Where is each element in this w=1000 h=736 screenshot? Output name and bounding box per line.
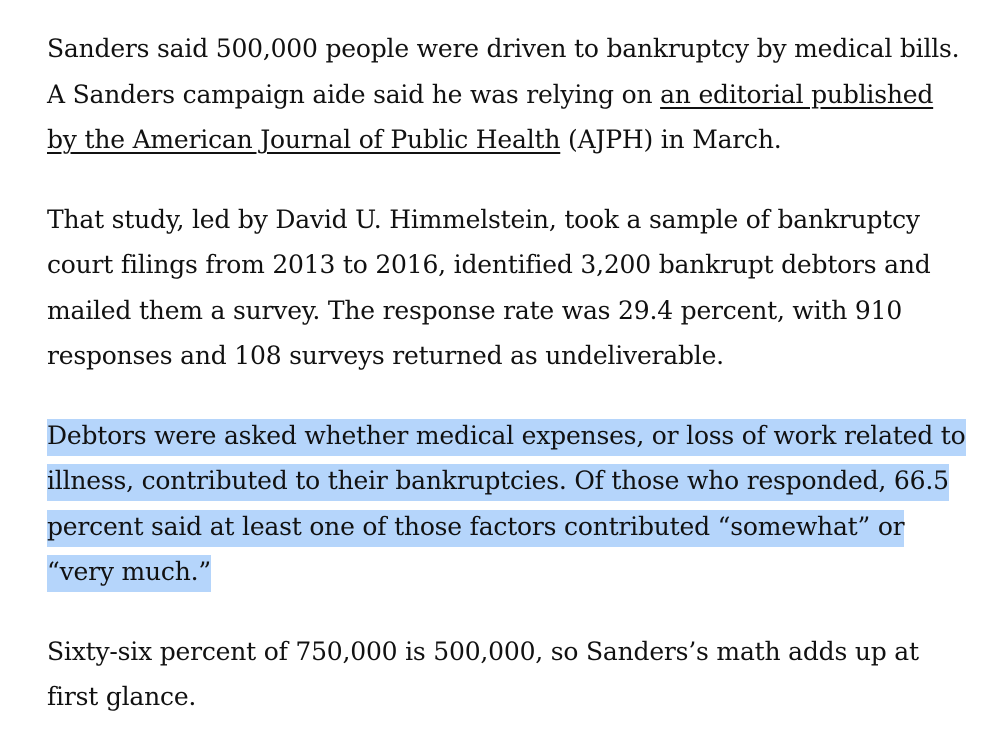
paragraph-sanders-claim xyxy=(47,26,967,163)
paragraph-survey-results xyxy=(47,413,967,595)
paragraph-study-details: That study, led by David U. Himmelstein, took a sample of bankruptcy court filings from 2013 to 2016, identified 3,200 bankrupt debtors and mailed them a survey. The response rate was 29.4 percent, with 910 responses and 108 surveys returned as undeliverable. xyxy=(47,204,931,370)
paragraph-math-conclusion: Sixty-six percent of 750,000 is 500,000, so Sanders’s math adds up at first glance. xyxy=(47,636,919,711)
ajph-editorial-link[interactable]: an editorial published by the American Journal of Public Health xyxy=(47,79,934,154)
paragraph-text-before-link: Sanders said 500,000 people were driven to bankruptcy by medical bills. A Sanders campaign aide said he was relying on xyxy=(47,34,960,109)
paragraph-text-after-link: (AJPH) in March. xyxy=(560,125,782,154)
article-body xyxy=(47,26,967,720)
selected-text-highlight[interactable]: Debtors were asked whether medical expenses, or loss of work related to illness, contributed to their bankruptcies. Of those who responded, 66.5 percent said at least one of those factors contributed “somewhat” or “very much.” xyxy=(47,419,966,593)
